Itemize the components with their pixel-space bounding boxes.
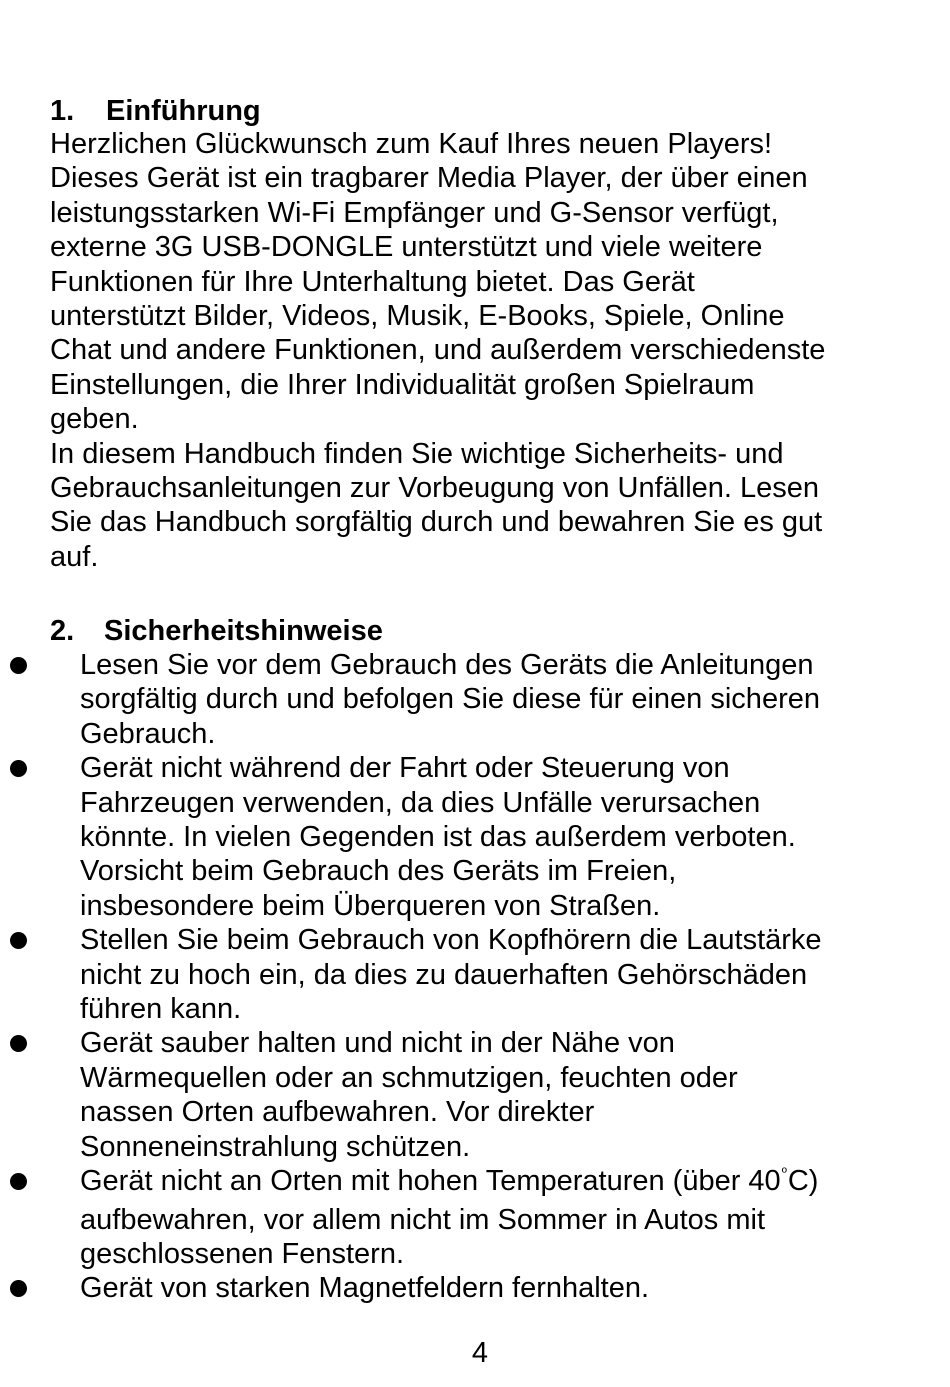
list-item	[0, 1026, 950, 1164]
body-line: leistungsstarken Wi-Fi Empfänger und G-Sensor verfügt,	[50, 196, 779, 229]
list-item-line: insbesondere beim Überqueren von Straßen.	[80, 889, 661, 922]
bullet-dot-icon	[10, 1035, 27, 1052]
list-item-line: Gerät nicht während der Fahrt oder Steuerung von	[80, 752, 730, 785]
body-line: Funktionen für Ihre Unterhaltung bietet. Das Gerät	[50, 265, 695, 298]
list-item-line: Lesen Sie vor dem Gebrauch des Geräts die Anleitungen	[80, 649, 814, 681]
list-item-line: Fahrzeugen verwenden, da dies Unfälle verursachen	[80, 786, 761, 819]
temperature-unit: C)	[787, 1165, 819, 1198]
section-2-title: Sicherheitshinweise	[104, 615, 383, 647]
list-item	[0, 648, 950, 751]
list-item	[0, 751, 950, 923]
bullet-dot-icon	[10, 932, 27, 949]
list-item-line: aufbewahren, vor allem nicht im Sommer in Autos mit	[80, 1203, 765, 1236]
list-item	[0, 1271, 950, 1305]
body-line: Gebrauchsanleitungen zur Vorbeugung von Unfällen. Lesen	[50, 472, 820, 505]
body-line: Chat und andere Funktionen, und außerdem verschiedenste	[50, 334, 826, 367]
body-line: auf.	[50, 540, 99, 573]
list-item-line: Gerät von starken Magnetfeldern fernhalten.	[80, 1272, 650, 1305]
section-2-number: 2.	[50, 615, 75, 647]
section-1-number: 1.	[50, 95, 75, 127]
page-number: 4	[471, 1337, 489, 1369]
list-item-line	[80, 1164, 950, 1202]
list-item-line: Gebrauch.	[80, 717, 216, 750]
safety-list	[0, 648, 950, 1306]
section-1-title: Einführung	[106, 95, 261, 127]
list-item-line: Gerät sauber halten und nicht in der Nähe von	[80, 1027, 675, 1060]
body-line: Einstellungen, die Ihrer Individualität großen Spielraum	[50, 368, 755, 401]
body-line: unterstützt Bilder, Videos, Musik, E-Books, Spiele, Online	[50, 300, 785, 333]
list-item-line: könnte. In vielen Gegenden ist das außerdem verboten.	[80, 821, 796, 854]
temperature-text: Gerät nicht an Orten mit hohen Temperaturen (über 40	[80, 1165, 781, 1198]
bullet-dot-icon	[10, 657, 27, 674]
body-line: Sie das Handbuch sorgfältig durch und bewahren Sie es gut	[50, 506, 823, 539]
body-line: geben.	[50, 403, 139, 436]
list-item-line: Sonneneinstrahlung schützen.	[80, 1130, 471, 1163]
list-item-line: nassen Orten aufbewahren. Vor direkter	[80, 1096, 595, 1129]
list-item-line: Vorsicht beim Gebrauch des Geräts im Freien,	[80, 855, 677, 888]
bullet-dot-icon	[10, 760, 27, 777]
degree-symbol: º	[781, 1164, 787, 1181]
body-line: Herzlichen Glückwunsch zum Kauf Ihres neuen Players!	[50, 128, 773, 160]
body-line: Dieses Gerät ist ein tragbarer Media Player, der über einen	[50, 162, 808, 195]
list-item	[0, 923, 950, 1026]
section-2-heading	[50, 614, 383, 648]
bullet-dot-icon	[10, 1173, 27, 1190]
body-line: In diesem Handbuch finden Sie wichtige Sicherheits- und	[50, 437, 784, 470]
list-item-line: Stellen Sie beim Gebrauch von Kopfhörern die Lautstärke	[80, 924, 822, 957]
body-line: externe 3G USB-DONGLE unterstützt und viele weitere	[50, 231, 763, 264]
list-item-line: geschlossenen Fenstern.	[80, 1237, 405, 1270]
list-item-line: nicht zu hoch ein, da dies zu dauerhaften Gehörschäden	[80, 958, 808, 991]
list-item	[0, 1164, 950, 1271]
list-item-line: Wärmequellen oder an schmutzigen, feuchten oder	[80, 1061, 738, 1094]
section-1-body	[50, 127, 930, 574]
list-item-line: führen kann.	[80, 993, 242, 1026]
list-item-line: sorgfältig durch und befolgen Sie diese für einen sicheren	[80, 683, 820, 716]
section-1-heading	[50, 94, 261, 128]
bullet-dot-icon	[10, 1280, 27, 1297]
